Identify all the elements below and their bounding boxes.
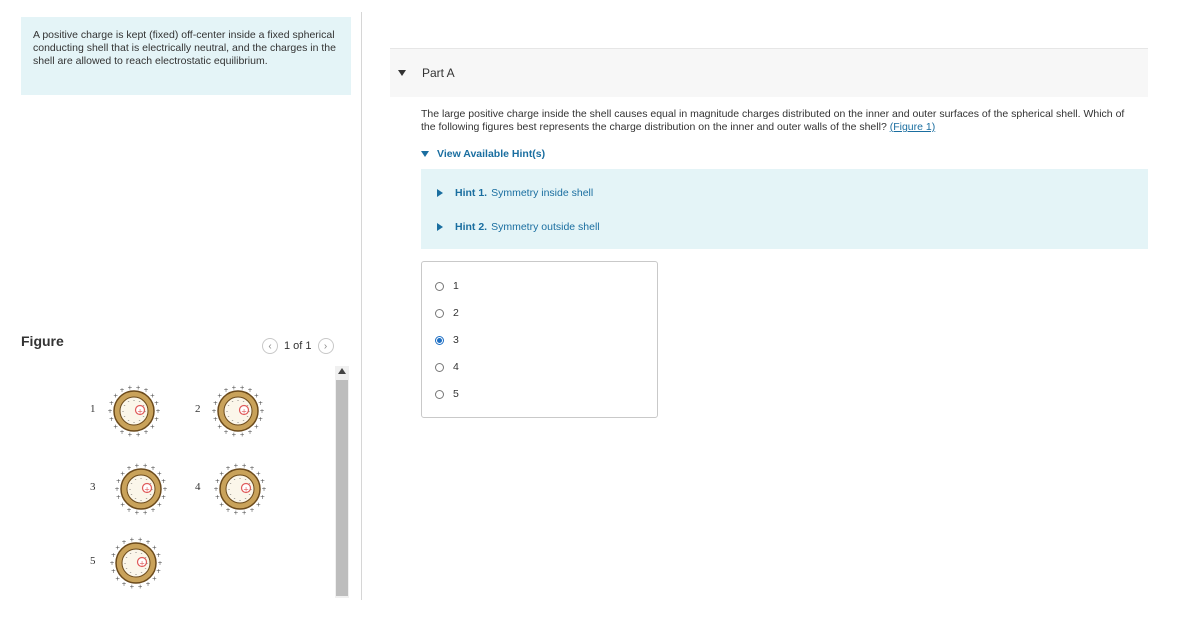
surface-plus: + (214, 477, 220, 485)
surface-plus: + (143, 428, 149, 436)
question-text (421, 108, 1141, 134)
surface-minus: - (135, 549, 137, 556)
surface-plus: + (127, 384, 133, 392)
surface-plus: + (151, 544, 157, 552)
surface-plus: + (260, 494, 266, 502)
surface-minus: - (149, 481, 152, 487)
surface-plus: + (253, 423, 259, 431)
surface-plus: + (249, 465, 255, 473)
surface-plus: + (129, 536, 135, 544)
option-label: 1 (453, 280, 459, 292)
surface-plus: + (110, 568, 116, 576)
problem-statement: A positive charge is kept (fixed) off-center inside a fixed spherical conducting shell that is electrically neutral, and the charges in the shell are allowed to reach electrostatic equilibrium. (33, 29, 336, 67)
surface-plus: + (225, 506, 231, 514)
surface-plus: + (157, 560, 163, 567)
surface-minus: - (123, 403, 126, 409)
surface-minus: - (228, 486, 230, 493)
surface-minus: - (239, 497, 241, 504)
surface-plus: + (129, 583, 135, 591)
figure-scrollbar[interactable] (335, 366, 349, 598)
hint-label: Hint 2. (455, 221, 488, 233)
surface-plus: + (150, 465, 156, 473)
option-3[interactable] (435, 334, 459, 346)
surface-plus: + (145, 580, 151, 588)
surface-plus: + (214, 494, 220, 502)
surface-plus: + (213, 486, 219, 493)
answer-options (421, 261, 658, 418)
surface-plus: + (219, 470, 225, 478)
surface-minus: - (142, 414, 145, 420)
option-2[interactable] (435, 307, 459, 319)
surface-plus: + (115, 575, 121, 583)
shell-diagrams (82, 368, 332, 596)
surface-minus: - (125, 555, 128, 561)
radio-button-selected[interactable] (435, 336, 444, 345)
chevron-right-icon[interactable]: › (318, 338, 334, 354)
surface-plus: + (154, 416, 160, 424)
surface-plus: + (115, 494, 121, 502)
surface-plus: + (217, 423, 223, 431)
pager-count: 1 of 1 (284, 340, 312, 352)
surface-minus: - (227, 414, 230, 420)
surface-minus: - (226, 408, 228, 415)
surface-minus: - (145, 476, 148, 483)
part-a-header[interactable] (390, 48, 1148, 97)
surface-plus: + (231, 384, 237, 392)
option-label: 3 (453, 334, 459, 346)
surface-plus: + (145, 539, 151, 547)
figure-label-5: 5 (90, 555, 96, 567)
surface-plus: + (211, 408, 217, 415)
surface-minus: - (144, 566, 147, 572)
surface-minus: - (229, 481, 232, 487)
figure-label-3: 3 (90, 481, 96, 493)
surface-minus: - (248, 492, 251, 498)
hint-text: Symmetry inside shell (491, 187, 594, 199)
surface-minus: - (248, 408, 250, 415)
figure-link[interactable]: (Figure 1) (889, 121, 936, 133)
surface-plus: + (137, 536, 143, 544)
surface-plus: + (115, 544, 121, 552)
surface-minus: - (244, 496, 247, 503)
charge-plus: + (144, 485, 150, 494)
surface-minus: - (130, 492, 133, 498)
surface-minus: - (138, 418, 141, 425)
hint-item-1[interactable] (437, 187, 593, 199)
figure-label-1: 1 (90, 403, 96, 415)
surface-plus: + (156, 568, 162, 576)
surface-plus: + (135, 384, 141, 392)
surface-plus: + (135, 431, 141, 439)
surface-minus: - (237, 397, 239, 404)
surface-plus: + (114, 486, 120, 493)
surface-minus: - (231, 398, 234, 405)
surface-plus: + (233, 509, 239, 517)
charge-plus: + (137, 407, 143, 416)
surface-plus: + (247, 428, 253, 436)
surface-plus: + (156, 470, 162, 478)
surface-plus: + (255, 501, 261, 509)
surface-minus: - (129, 570, 132, 577)
surface-minus: - (133, 419, 135, 426)
surface-plus: + (231, 431, 237, 439)
surface-minus: - (133, 397, 135, 404)
figure-pager (262, 337, 334, 355)
surface-minus: - (239, 475, 241, 482)
hint-item-2[interactable] (437, 221, 600, 233)
surface-plus: + (119, 387, 125, 395)
surface-plus: + (249, 506, 255, 514)
surface-minus: - (134, 496, 137, 503)
surface-plus: + (121, 580, 127, 588)
surface-plus: + (134, 462, 140, 470)
surface-plus: + (212, 399, 218, 407)
panel-divider (361, 12, 362, 600)
surface-plus: + (223, 428, 229, 436)
surface-minus: - (127, 398, 130, 405)
hint-label: Hint 1. (455, 187, 488, 199)
surface-minus: - (140, 570, 143, 577)
surface-plus: + (143, 387, 149, 395)
surface-minus: - (242, 418, 245, 425)
scrollbar-thumb[interactable] (336, 380, 348, 596)
surface-minus: - (250, 486, 252, 493)
surface-minus: - (146, 560, 148, 567)
surface-plus: + (259, 408, 265, 415)
radio-button[interactable] (435, 363, 444, 372)
view-hints-toggle[interactable] (421, 148, 545, 160)
surface-plus: + (255, 470, 261, 478)
option-label: 4 (453, 361, 459, 373)
surface-plus: + (241, 509, 247, 517)
surface-plus: + (154, 399, 160, 407)
figure-label-4: 4 (195, 481, 201, 493)
surface-minus: - (227, 403, 230, 409)
surface-minus: - (149, 492, 152, 498)
radio-button[interactable] (435, 390, 444, 399)
surface-minus: - (248, 481, 251, 487)
surface-minus: - (237, 419, 239, 426)
surface-minus: - (144, 408, 146, 415)
surface-plus: + (225, 465, 231, 473)
surface-minus: - (130, 481, 133, 487)
surface-plus: + (120, 470, 126, 478)
surface-plus: + (110, 551, 116, 559)
option-label: 5 (453, 388, 459, 400)
surface-minus: - (140, 497, 142, 504)
option-label: 2 (453, 307, 459, 319)
figure-label-2: 2 (195, 403, 201, 415)
surface-plus: + (156, 501, 162, 509)
surface-plus: + (137, 583, 143, 591)
view-hints-label: View Available Hint(s) (437, 148, 546, 160)
surface-minus: - (122, 408, 124, 415)
surface-plus: + (219, 501, 225, 509)
surface-plus: + (113, 423, 119, 431)
surface-minus: - (140, 475, 142, 482)
surface-minus: - (125, 566, 128, 572)
radio-button[interactable] (435, 282, 444, 291)
hint-text: Symmetry outside shell (491, 221, 600, 233)
surface-plus: + (253, 392, 259, 400)
option-4[interactable] (435, 361, 459, 373)
surface-plus: + (212, 416, 218, 424)
chevron-left-icon[interactable]: ‹ (262, 338, 278, 354)
caret-right-icon (437, 223, 443, 231)
surface-plus: + (107, 408, 113, 415)
surface-plus: + (162, 486, 168, 493)
surface-minus: - (246, 403, 249, 409)
surface-plus: + (120, 501, 126, 509)
surface-plus: + (149, 423, 155, 431)
surface-plus: + (156, 551, 162, 559)
figure-image (82, 368, 332, 596)
surface-minus: - (144, 555, 147, 561)
surface-plus: + (119, 428, 125, 436)
surface-minus: - (129, 486, 131, 493)
surface-minus: - (229, 492, 232, 498)
surface-minus: - (140, 550, 143, 557)
surface-plus: + (161, 494, 167, 502)
surface-plus: + (126, 506, 132, 514)
problem-statement-box (21, 17, 351, 95)
surface-minus: - (129, 550, 132, 557)
surface-plus: + (113, 392, 119, 400)
surface-minus: - (135, 571, 137, 578)
surface-plus: + (108, 399, 114, 407)
option-1[interactable] (435, 280, 459, 292)
surface-plus: + (247, 387, 253, 395)
hints-panel (421, 169, 1148, 249)
surface-minus: - (233, 476, 236, 483)
surface-minus: - (142, 403, 145, 409)
surface-minus: - (138, 398, 141, 405)
surface-minus: - (233, 496, 236, 503)
surface-plus: + (217, 392, 223, 400)
surface-plus: + (155, 408, 161, 415)
charge-plus: + (243, 485, 249, 494)
figure-title: Figure (21, 333, 64, 349)
surface-plus: + (161, 477, 167, 485)
option-5[interactable] (435, 388, 459, 400)
surface-plus: + (233, 462, 239, 470)
surface-plus: + (150, 506, 156, 514)
part-title: Part A (422, 66, 455, 80)
surface-plus: + (108, 416, 114, 424)
surface-minus: - (242, 398, 245, 405)
surface-minus: - (127, 418, 130, 425)
surface-plus: + (239, 431, 245, 439)
surface-minus: - (246, 414, 249, 420)
surface-plus: + (149, 392, 155, 400)
surface-plus: + (223, 387, 229, 395)
surface-plus: + (261, 486, 267, 493)
surface-minus: - (123, 414, 126, 420)
surface-plus: + (109, 560, 115, 567)
caret-right-icon (437, 189, 443, 197)
surface-plus: + (142, 509, 148, 517)
question-body: The large positive charge inside the shell causes equal in magnitude charges distributed on the inner and outer surfaces of the spherical shell. Which of the following figures best represents the charge distribution on the inner and outer walls of the shell? (421, 108, 1125, 133)
surface-plus: + (258, 399, 264, 407)
surface-minus: - (231, 418, 234, 425)
surface-minus: - (151, 486, 153, 493)
surface-plus: + (115, 477, 121, 485)
surface-plus: + (142, 462, 148, 470)
charge-plus: + (139, 559, 145, 568)
charge-plus: + (241, 407, 247, 416)
surface-minus: - (145, 496, 148, 503)
surface-plus: + (121, 539, 127, 547)
surface-minus: - (124, 560, 126, 567)
radio-button[interactable] (435, 309, 444, 318)
surface-plus: + (239, 384, 245, 392)
surface-plus: + (151, 575, 157, 583)
surface-plus: + (134, 509, 140, 517)
surface-minus: - (134, 476, 137, 483)
surface-plus: + (127, 431, 133, 439)
collapse-triangle-icon (398, 70, 406, 76)
caret-down-icon (421, 151, 429, 157)
surface-plus: + (260, 477, 266, 485)
surface-plus: + (241, 462, 247, 470)
surface-plus: + (258, 416, 264, 424)
surface-minus: - (244, 476, 247, 483)
surface-plus: + (126, 465, 132, 473)
scroll-up-icon[interactable] (338, 368, 346, 374)
